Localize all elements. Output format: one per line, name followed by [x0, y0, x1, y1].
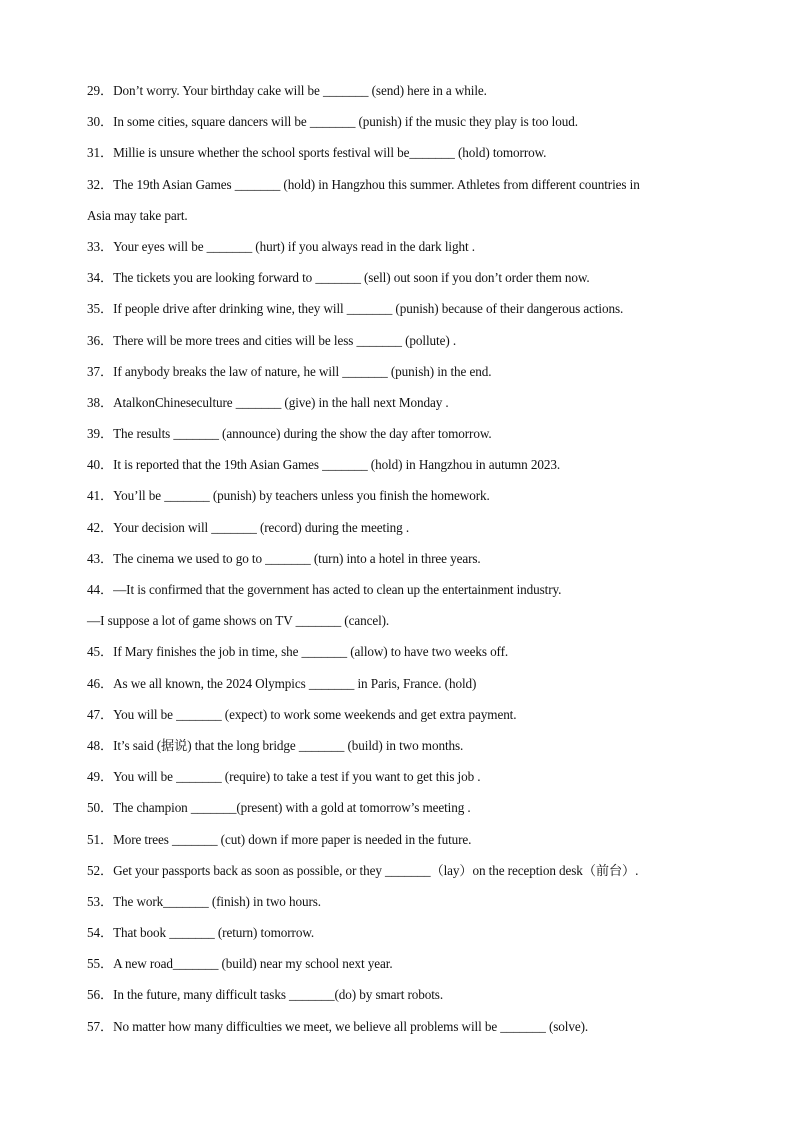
exercise-item-32: 32．The 19th Asian Games _______ (hold) in Hangzhou this summer. Athletes from different countries in: [87, 176, 640, 192]
exercise-item-50: 50．The champion _______(present) with a gold at tomorrow’s meeting .: [87, 800, 471, 816]
exercise-item-47: 47．You will be _______ (expect) to work some weekends and get extra payment.: [87, 706, 517, 722]
exercise-item-39: 39．The results _______ (announce) during the show the day after tomorrow.: [87, 426, 492, 442]
exercise-item-43: 43．The cinema we used to go to _______ (turn) into a hotel in three years.: [87, 550, 481, 566]
exercise-item-33: 33．Your eyes will be _______ (hurt) if you always read in the dark light .: [87, 238, 475, 254]
exercise-page: [87, 79, 707, 1046]
exercise-item-37: 37．If anybody breaks the law of nature, he will _______ (punish) in the end.: [87, 363, 492, 379]
exercise-item-36: 36．There will be more trees and cities will be less _______ (pollute) .: [87, 332, 457, 348]
exercise-item-44-reply: —I suppose a lot of game shows on TV _______ (cancel).: [87, 613, 390, 629]
exercise-item-46: 46．As we all known, the 2024 Olympics _______ in Paris, France. (hold): [87, 675, 477, 691]
exercise-item-31: 31．Millie is unsure whether the school sports festival will be_______ (hold) tomorrow.: [87, 145, 547, 161]
exercise-item-52: 52．Get your passports back as soon as possible, or they _______（lay）on the reception desk（前台）.: [87, 862, 639, 878]
exercise-item-32-continued: Asia may take part.: [87, 207, 188, 223]
exercise-item-38: 38．AtalkonChineseculture _______ (give) in the hall next Monday .: [87, 394, 449, 410]
exercise-item-45: 45．If Mary finishes the job in time, she _______ (allow) to have two weeks off.: [87, 644, 509, 660]
exercise-item-53: 53．The work_______ (finish) in two hours.: [87, 893, 321, 909]
exercise-item-34: 34．The tickets you are looking forward to _______ (sell) out soon if you don’t order them now.: [87, 270, 590, 286]
exercise-item-30: 30．In some cities, square dancers will be _______ (punish) if the music they play is too loud.: [87, 114, 578, 130]
exercise-item-51: 51．More trees _______ (cut) down if more paper is needed in the future.: [87, 831, 472, 847]
exercise-item-35: 35．If people drive after drinking wine, they will _______ (punish) because of their dangerous actions.: [87, 301, 624, 317]
exercise-item-40: 40．It is reported that the 19th Asian Games _______ (hold) in Hangzhou in autumn 2023.: [87, 457, 561, 473]
exercise-item-56: 56．In the future, many difficult tasks _______(do) by smart robots.: [87, 987, 444, 1003]
exercise-item-42: 42．Your decision will _______ (record) during the meeting .: [87, 519, 410, 535]
exercise-item-41: 41．You’ll be _______ (punish) by teachers unless you finish the homework.: [87, 488, 490, 504]
exercise-item-55: 55．A new road_______ (build) near my school next year.: [87, 956, 393, 972]
exercise-item-44: 44．—It is confirmed that the government has acted to clean up the entertainment industry.: [87, 582, 562, 597]
exercise-item-49: 49．You will be _______ (require) to take a test if you want to get this job .: [87, 769, 481, 785]
exercise-item-54: 54．That book _______ (return) tomorrow.: [87, 925, 315, 941]
exercise-item-48: 48．It’s said (据说) that the long bridge _______ (build) in two months.: [87, 737, 464, 753]
exercise-item-29: 29．Don’t worry. Your birthday cake will be _______ (send) here in a while.: [87, 83, 487, 98]
exercise-item-57: 57．No matter how many difficulties we meet, we believe all problems will be _______ (solve).: [87, 1018, 589, 1034]
